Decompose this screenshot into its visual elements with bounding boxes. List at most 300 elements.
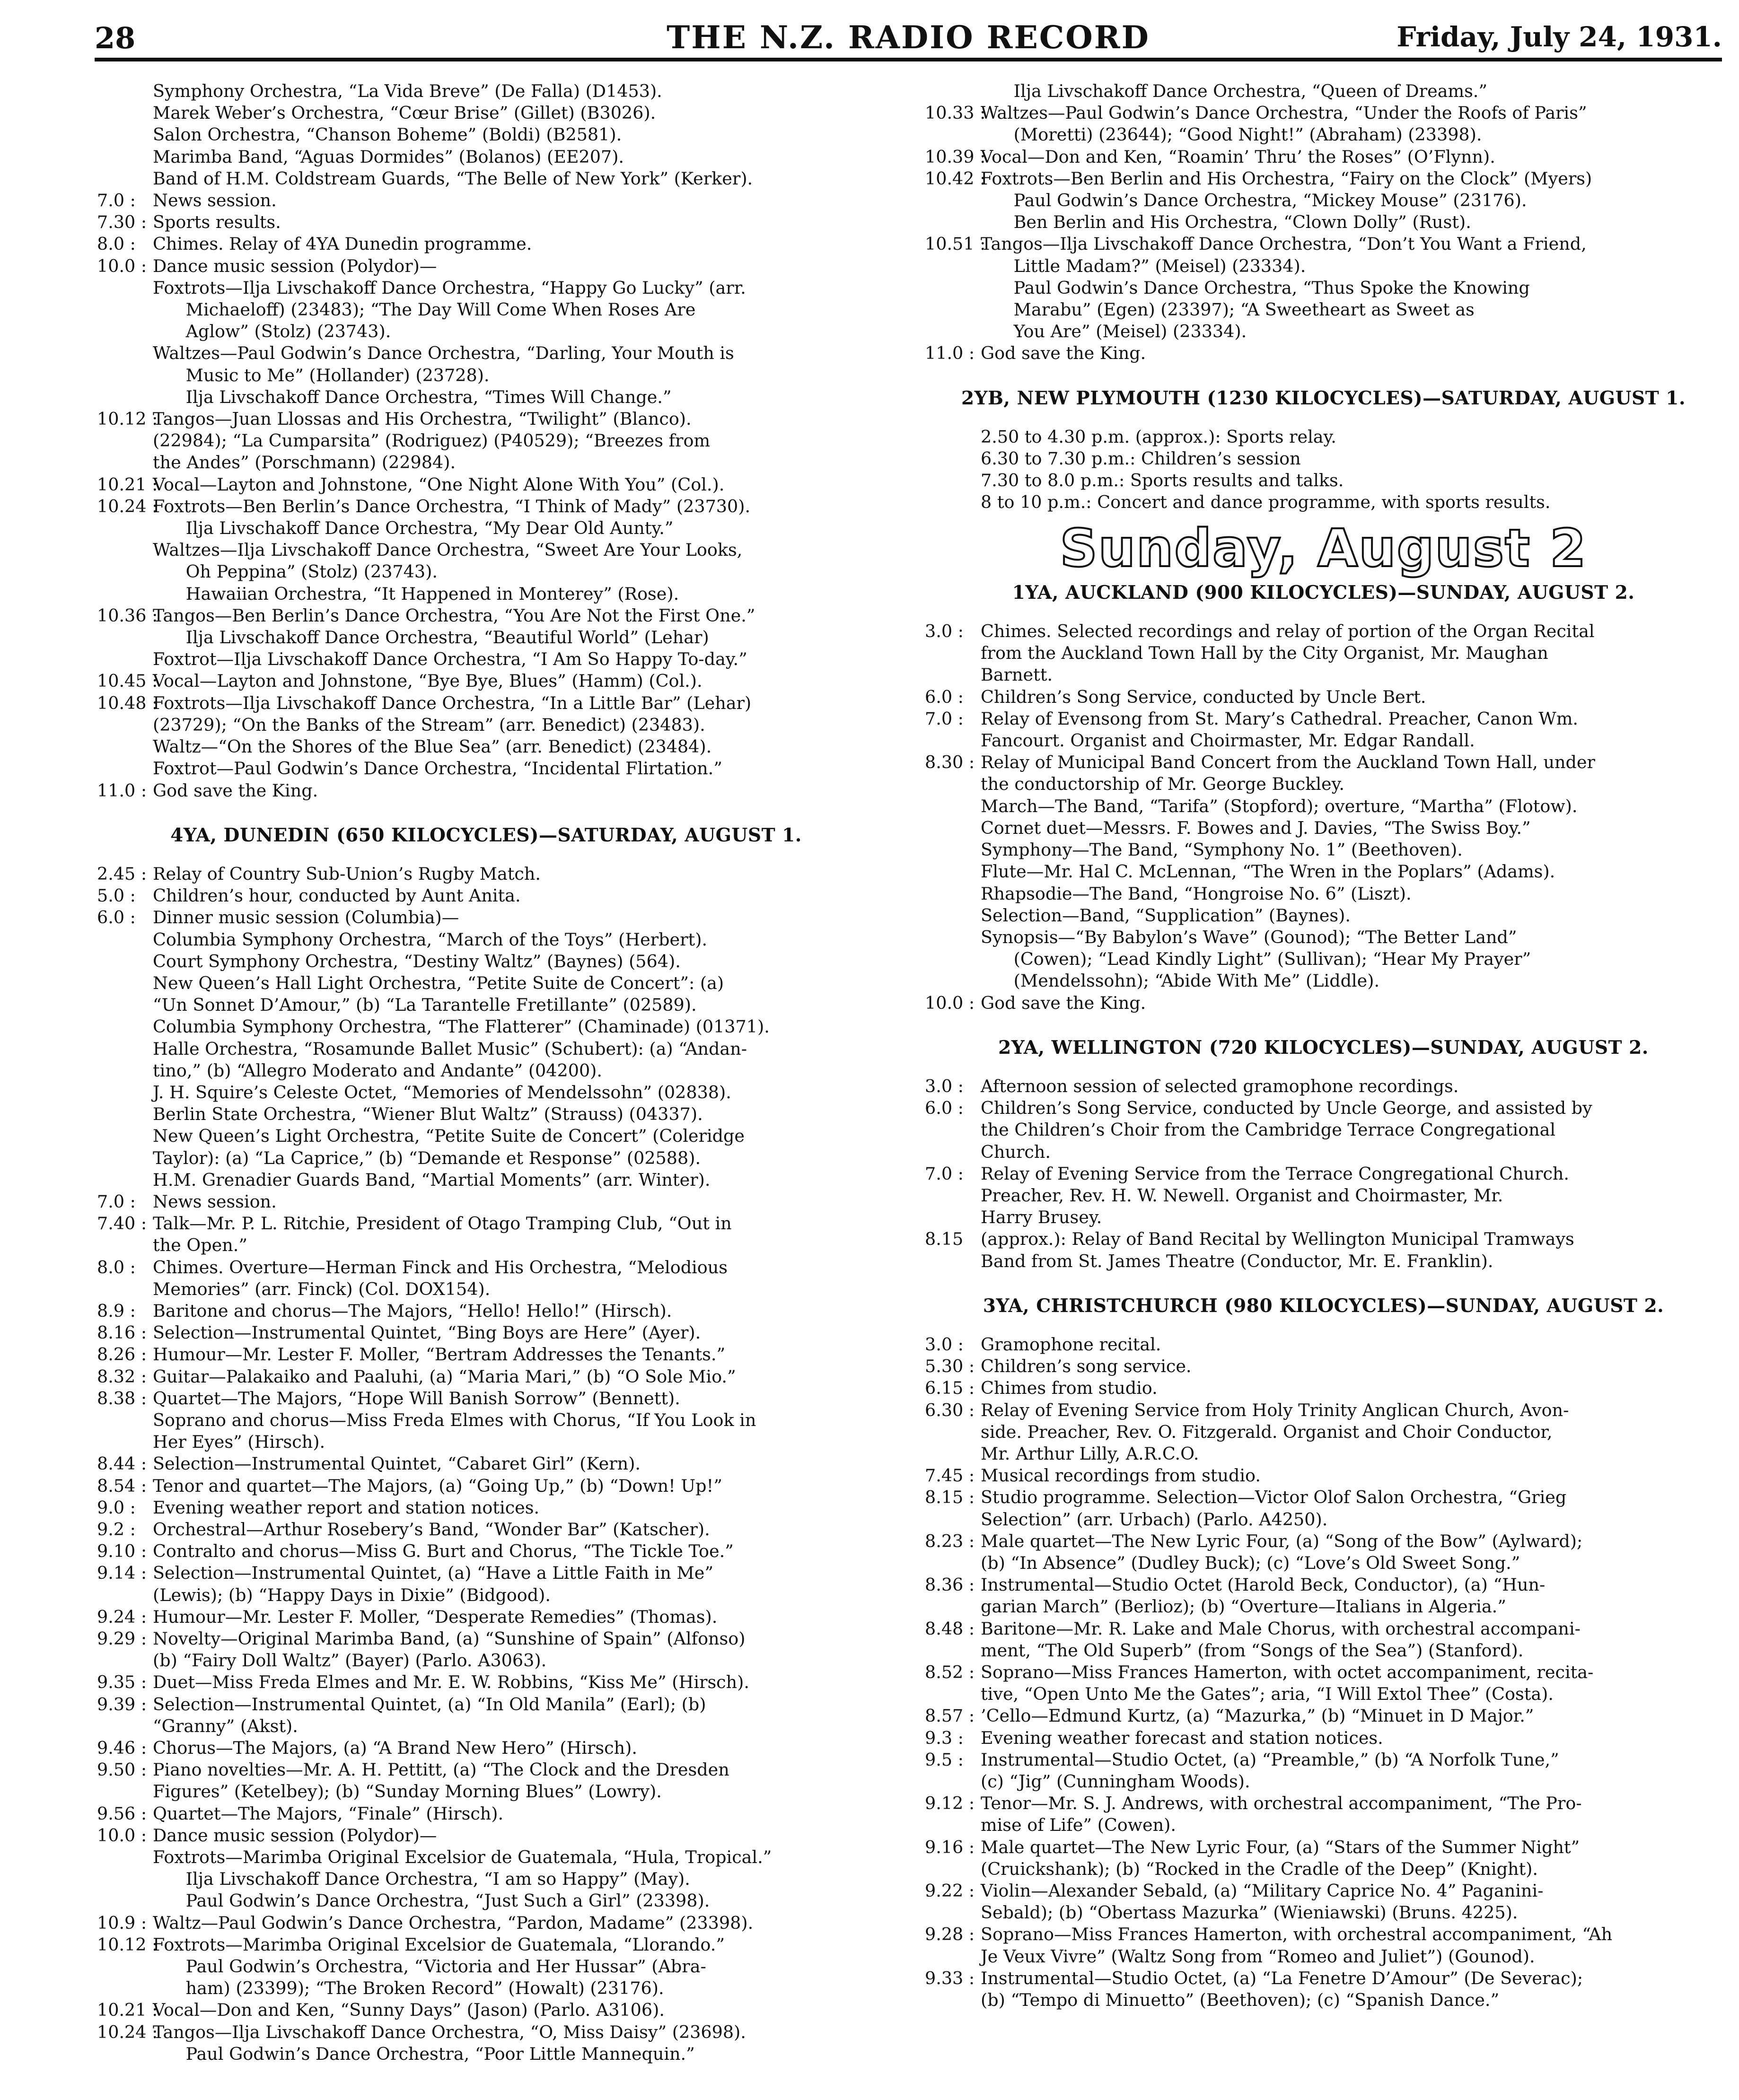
listing-line <box>925 927 1722 948</box>
time-label <box>925 1596 981 1618</box>
time-label <box>925 1119 981 1141</box>
listing-text: the Children’s Choir from the Cambridge Terrace Congregational <box>981 1120 1556 1140</box>
time-label <box>97 386 153 408</box>
listing-line <box>925 1640 1722 1662</box>
listing-text: (23729); “On the Banks of the Stream” (arr. Benedict) (23483). <box>153 714 705 735</box>
listing-line <box>925 1465 1722 1487</box>
section-heading-christchurch: 3YA, CHRISTCHURCH (980 KILOCYCLES)—SUNDAY, AUGUST 2. <box>983 1295 1664 1317</box>
issue-date: Friday, July 24, 1931. <box>1396 21 1722 53</box>
listing-text: Contralto and chorus—Miss G. Burt and Chorus, “The Tickle Toe.” <box>153 1541 734 1562</box>
listing-line <box>97 1257 875 1278</box>
section-heading-new-plymouth: 2YB, NEW PLYMOUTH (1230 KILOCYCLES)—SATURDAY, AUGUST 1. <box>961 387 1686 409</box>
listing-line <box>97 1409 875 1431</box>
listing-line <box>925 1097 1722 1119</box>
listing-line <box>97 1606 875 1628</box>
time-label <box>97 627 153 648</box>
time-label: 8.44 : <box>97 1453 147 1474</box>
listing-line <box>925 948 1722 970</box>
listing-text: Chimes from studio. <box>981 1378 1158 1399</box>
listing-line <box>925 905 1722 927</box>
dunedin-listing <box>97 863 875 2065</box>
time-label: 6.0 : <box>97 907 136 928</box>
time-label <box>925 277 981 299</box>
listing-text: Music to Me” (Hollander) (23728). <box>153 365 490 385</box>
listing-text: God save the King. <box>981 343 1146 364</box>
listing-line <box>925 1531 1722 1552</box>
listing-text: from the Auckland Town Hall by the City Organist, Mr. Maughan <box>981 643 1548 664</box>
time-label <box>97 1169 153 1191</box>
time-label <box>97 430 153 452</box>
time-label <box>925 190 981 211</box>
listing-text: Rhapsodie—The Band, “Hongroise No. 6” (Liszt). <box>981 883 1412 904</box>
time-label <box>925 839 981 861</box>
listing-text: Je Veux Vivre” (Waltz Song from “Romeo and Juliet”) (Gounod). <box>981 1946 1535 1967</box>
listing-text: Chimes. Selected recordings and relay of portion of the Organ Recital <box>981 621 1595 642</box>
listing-line <box>97 692 875 714</box>
listing-line <box>97 299 875 321</box>
time-label <box>97 972 153 994</box>
listing-line <box>925 1228 1722 1250</box>
time-label <box>97 452 153 473</box>
listing-line <box>925 970 1722 992</box>
time-label <box>97 321 153 342</box>
listing-line <box>925 1141 1722 1163</box>
listing-line <box>925 664 1722 686</box>
time-label: 3.0 : <box>925 1334 964 1355</box>
time-label <box>925 1683 981 1705</box>
time-label <box>97 1147 153 1169</box>
listing-line <box>97 474 875 496</box>
listing-text: Talk—Mr. P. L. Ritchie, President of Otago Tramping Club, “Out in <box>153 1213 732 1234</box>
time-label: 9.29 : <box>97 1628 147 1649</box>
time-label <box>925 1858 981 1880</box>
listing-text: Michaeloff) (23483); “The Day Will Come When Roses Are <box>153 299 696 320</box>
listing-line <box>925 642 1722 664</box>
time-label <box>925 1443 981 1465</box>
listing-line <box>925 255 1722 277</box>
listing-text: Paul Godwin’s Dance Orchestra, “Thus Spoke the Knowing <box>981 277 1530 298</box>
listing-text: Foxtrot—Ilja Livschakoff Dance Orchestra, “I Am So Happy To-day.” <box>153 649 747 670</box>
listing-text: Marimba Band, “Aguas Dormides” (Bolanos) (EE207). <box>153 146 624 167</box>
listing-line <box>97 1431 875 1453</box>
listing-line <box>97 168 875 190</box>
listing-line <box>97 863 875 885</box>
listing-text: ’Cello—Edmund Kurtz, (a) “Mazurka,” (b) “Minuet in D Major.” <box>981 1706 1534 1726</box>
listing-line <box>925 621 1722 642</box>
listing-line <box>925 1880 1722 1902</box>
listing-text: Guitar—Palakaiko and Paaluhi, (a) “Maria Mari,” (b) “O Sole Mio.” <box>153 1366 736 1387</box>
time-label: 8.9 : <box>97 1300 136 1321</box>
listing-line <box>97 627 875 648</box>
listing-text: Waltzes—Paul Godwin’s Dance Orchestra, “Darling, Your Mouth is <box>153 343 734 364</box>
time-label: 9.50 : <box>97 1759 147 1780</box>
listing-line <box>925 299 1722 321</box>
time-label <box>97 102 153 124</box>
listing-text: Foxtrots—Ben Berlin and His Orchestra, “Fairy on the Clock” (Myers) <box>981 168 1592 189</box>
time-label <box>97 146 153 168</box>
wellington-listing <box>925 1076 1722 1272</box>
listing-line <box>97 1978 875 1999</box>
time-label: 10.21 : <box>97 2000 158 2021</box>
listing-text: Tenor—Mr. S. J. Andrews, with orchestral accompaniment, “The Pro- <box>981 1793 1582 1814</box>
time-label: 8.36 : <box>925 1575 975 1595</box>
listing-line <box>925 1509 1722 1531</box>
listing-text: Piano novelties—Mr. A. H. Pettitt, (a) “The Clock and the Dresden <box>153 1759 729 1780</box>
listing-line <box>97 1759 875 1781</box>
listing-line <box>925 1989 1722 2011</box>
listing-line <box>925 1443 1722 1465</box>
listing-text: Paul Godwin’s Dance Orchestra, “Poor Little Mannequin.” <box>153 2043 695 2064</box>
time-label: 11.0 : <box>925 343 975 364</box>
time-label <box>97 539 153 561</box>
listing-text: Soprano—Miss Frances Hamerton, with octet accompaniment, recita- <box>981 1662 1594 1682</box>
time-label: 8.15 : <box>925 1487 975 1508</box>
listing-line <box>925 1662 1722 1683</box>
time-label: 6.0 : <box>925 686 964 707</box>
time-label <box>97 714 153 736</box>
time-label: 10.39 : <box>925 146 986 167</box>
listing-text: Waltzes—Ilja Livschakoff Dance Orchestra, “Sweet Are Your Looks, <box>153 540 743 560</box>
listing-line <box>925 1793 1722 1814</box>
listing-line <box>925 796 1722 817</box>
listing-text: Columbia Symphony Orchestra, “The Flatterer” (Chaminade) (01371). <box>153 1016 770 1037</box>
listing-text: Band of H.M. Coldstream Guards, “The Belle of New York” (Kerker). <box>153 168 753 189</box>
listing-text: Afternoon session of selected gramophone recordings. <box>981 1076 1459 1096</box>
listing-text: God save the King. <box>981 992 1146 1013</box>
time-label: 10.9 : <box>97 1912 147 1933</box>
listing-text: Baritone and chorus—The Majors, “Hello! Hello!” (Hirsch). <box>153 1300 672 1321</box>
listing-text: 6.30 to 7.30 p.m.: Children’s session <box>981 448 1301 469</box>
listing-text: Ben Berlin and His Orchestra, “Clown Dolly” (Rust). <box>981 212 1471 233</box>
time-label <box>925 970 981 992</box>
section-heading-auckland: 1YA, AUCKLAND (900 KILOCYCLES)—SUNDAY, AUGUST 2. <box>1012 581 1635 604</box>
listing-line <box>97 1868 875 1890</box>
listing-text: Preacher, Rev. H. W. Newell. Organist and Choirmaster, Mr. <box>981 1185 1503 1206</box>
time-label <box>97 1038 153 1060</box>
listing-text: Gramophone recital. <box>981 1334 1161 1355</box>
listing-line <box>97 1584 875 1606</box>
listing-text: Tangos—Ilja Livschakoff Dance Orchestra, “Don’t You Want a Friend, <box>981 234 1587 254</box>
listing-line <box>925 1163 1722 1185</box>
listing-line <box>97 1999 875 2021</box>
time-label <box>925 927 981 948</box>
listing-text: Symphony Orchestra, “La Vida Breve” (De Falla) (D1453). <box>153 81 662 101</box>
listing-line <box>925 1814 1722 1836</box>
time-label <box>97 1650 153 1671</box>
time-label: 3.0 : <box>925 621 964 642</box>
listing-line <box>97 1956 875 1978</box>
listing-text: Duet—Miss Freda Elmes and Mr. E. W. Robbins, “Kiss Me” (Hirsch). <box>153 1672 749 1693</box>
time-label: 8.23 : <box>925 1531 975 1551</box>
listing-line <box>925 1552 1722 1574</box>
time-label: 8.16 : <box>97 1322 147 1343</box>
listing-text: J. H. Squire’s Celeste Octet, “Memories of Mendelssohn” (02838). <box>153 1082 731 1102</box>
listing-line <box>97 1650 875 1671</box>
listing-text: News session. <box>153 190 277 211</box>
time-label: 9.12 : <box>925 1793 975 1814</box>
time-label <box>97 758 153 779</box>
time-label <box>925 470 981 491</box>
listing-text: Waltzes—Paul Godwin’s Dance Orchestra, “Under the Roofs of Paris” <box>981 103 1587 123</box>
time-label: 9.5 : <box>925 1749 964 1770</box>
time-label <box>97 561 153 583</box>
time-label <box>925 448 981 470</box>
time-label <box>97 1060 153 1082</box>
time-label <box>97 1016 153 1038</box>
time-label <box>97 583 153 605</box>
listing-text: Selection—Instrumental Quintet, (a) “In Old Manila” (Earl); (b) <box>153 1694 706 1715</box>
listing-text: “Un Sonnet D’Amour,” (b) “La Tarantelle Fretillante” (02589). <box>153 995 697 1015</box>
listing-line <box>97 1519 875 1540</box>
listing-text: God save the King. <box>153 780 318 801</box>
time-label: 10.12 : <box>97 1934 158 1955</box>
listing-line <box>97 1082 875 1103</box>
time-label: 2.45 : <box>97 863 147 884</box>
listing-text: Sebald); (b) “Obertass Mazurka” (Wieniawski) (Bruns. 4225). <box>981 1902 1518 1923</box>
time-label: 9.14 : <box>97 1563 147 1584</box>
time-label <box>97 168 153 190</box>
listing-line <box>925 470 1722 491</box>
listing-line <box>925 839 1722 861</box>
listing-text: Mr. Arthur Lilly, A.R.C.O. <box>981 1443 1199 1464</box>
listing-line <box>925 686 1722 708</box>
time-label: 10.51 : <box>925 234 986 254</box>
listing-text: (Cruickshank); (b) “Rocked in the Cradle of the Deep” (Knight). <box>981 1858 1538 1879</box>
time-label <box>97 736 153 758</box>
time-label <box>97 1890 153 1912</box>
listing-text: (b) “Tempo di Minuetto” (Beethoven); (c) “Spanish Dance.” <box>981 1990 1500 2011</box>
listing-line <box>925 1968 1722 1989</box>
listing-text: Children’s hour, conducted by Aunt Anita. <box>153 885 521 906</box>
listing-text: Male quartet—The New Lyric Four, (a) “Song of the Bow” (Aylward); <box>981 1531 1583 1551</box>
time-label <box>925 124 981 146</box>
listing-text: Violin—Alexander Sebald, (a) “Military Caprice No. 4” Paganini- <box>981 1881 1544 1901</box>
listing-text: Church. <box>981 1141 1051 1162</box>
time-label: 8.30 : <box>925 752 975 773</box>
time-label: 9.3 : <box>925 1727 964 1748</box>
listing-text: Relay of Evening Service from Holy Trinity Anglican Church, Avon- <box>981 1400 1569 1420</box>
listing-text: Evening weather report and station notices. <box>153 1497 540 1518</box>
listing-text: (b) “Fairy Doll Waltz” (Bayer) (Parlo. A3063). <box>153 1650 547 1671</box>
time-label <box>925 1141 981 1163</box>
listing-line <box>97 1890 875 1912</box>
listing-line <box>97 907 875 928</box>
listing-text: Marabu” (Egen) (23397); “A Sweetheart as Sweet as <box>981 299 1475 320</box>
listing-line <box>97 1103 875 1125</box>
listing-line <box>97 1497 875 1519</box>
time-label <box>97 2043 153 2065</box>
listing-text: Ilja Livschakoff Dance Orchestra, “Queen of Dreams.” <box>981 81 1488 101</box>
listing-line <box>97 80 875 102</box>
right-top-listing <box>925 80 1722 365</box>
listing-line <box>925 1487 1722 1508</box>
new-plymouth-listing <box>925 426 1722 514</box>
time-label <box>925 1509 981 1531</box>
listing-line <box>925 1185 1722 1207</box>
listing-line <box>925 233 1722 255</box>
listing-line <box>97 1475 875 1497</box>
listing-text: Quartet—The Majors, “Finale” (Hirsch). <box>153 1803 504 1824</box>
time-label: 9.46 : <box>97 1738 147 1759</box>
time-label: 7.40 : <box>97 1213 147 1234</box>
listing-line <box>925 1858 1722 1880</box>
listing-line <box>97 1934 875 1956</box>
time-label: 10.24 : <box>97 2021 158 2042</box>
listing-line <box>97 1038 875 1060</box>
christchurch-listing <box>925 1334 1722 2011</box>
listing-text: March—The Band, “Tarifa” (Stopford); overture, “Martha” (Flotow). <box>981 796 1578 816</box>
listing-line <box>97 1169 875 1191</box>
time-label <box>97 1082 153 1103</box>
listing-text: Chimes. Relay of 4YA Dunedin programme. <box>153 234 532 254</box>
listing-text: Tangos—Ben Berlin’s Dance Orchestra, “You Are Not the First One.” <box>153 605 755 626</box>
listing-text: Flute—Mr. Hal C. McLennan, “The Wren in the Poplars” (Adams). <box>981 861 1555 882</box>
time-label: 8.0 : <box>97 1257 136 1278</box>
time-label <box>97 299 153 321</box>
listing-line <box>97 430 875 452</box>
time-label: 10.36 : <box>97 605 158 626</box>
listing-text: Oh Peppina” (Stolz) (23743). <box>153 561 438 582</box>
time-label <box>925 1640 981 1662</box>
listing-text: Foxtrots—Ben Berlin’s Dance Orchestra, “I Think of Mady” (23730). <box>153 496 751 516</box>
time-label: 3.0 : <box>925 1076 964 1096</box>
left-column <box>97 80 875 2065</box>
listing-text: Vocal—Layton and Johnstone, “One Night Alone With You” (Col.). <box>153 474 725 495</box>
listing-text: Studio programme. Selection—Victor Olof Salon Orchestra, “Grieg <box>981 1487 1567 1508</box>
listing-text: Evening weather forecast and station notices. <box>981 1727 1383 1748</box>
listing-text: Instrumental—Studio Octet, (a) “La Fenetre D’Amour” (De Severac); <box>981 1968 1583 1988</box>
time-label <box>925 642 981 664</box>
listing-line <box>925 80 1722 102</box>
time-label: 8.54 : <box>97 1475 147 1496</box>
listing-line <box>925 1574 1722 1596</box>
listing-line <box>97 951 875 972</box>
time-label: 11.0 : <box>97 780 147 801</box>
time-label <box>97 342 153 364</box>
listing-text: Humour—Mr. Lester F. Moller, “Desperate Remedies” (Thomas). <box>153 1606 718 1627</box>
listing-line <box>97 365 875 386</box>
listing-text: Little Madam?” (Meisel) (23334). <box>981 255 1306 276</box>
listing-line <box>97 1671 875 1693</box>
page-number: 28 <box>95 21 136 55</box>
section-heading-dunedin: 4YA, DUNEDIN (650 KILOCYCLES)—SATURDAY, AUGUST 1. <box>170 824 802 846</box>
listing-line <box>925 168 1722 190</box>
listing-text: Taylor): (a) “La Caprice,” (b) “Demande et Response” (02588). <box>153 1147 701 1168</box>
time-label <box>97 1715 153 1737</box>
listing-line <box>925 1683 1722 1705</box>
listing-line <box>97 1016 875 1038</box>
listing-line <box>97 1300 875 1322</box>
listing-line <box>925 1377 1722 1399</box>
listing-text: the Open.” <box>153 1235 248 1256</box>
listing-line <box>97 102 875 124</box>
listing-line <box>925 321 1722 342</box>
listing-text: Aglow” (Stolz) (23743). <box>153 321 391 342</box>
listing-text: Children’s song service. <box>981 1356 1192 1377</box>
listing-text: Chorus—The Majors, (a) “A Brand New Hero” (Hirsch). <box>153 1738 637 1759</box>
time-label: 10.0 : <box>97 1825 147 1846</box>
time-label <box>97 1956 153 1978</box>
time-label <box>97 1781 153 1802</box>
listing-text: Marek Weber’s Orchestra, “Cœur Brise” (Gillet) (B3026). <box>153 103 656 123</box>
listing-line <box>97 496 875 517</box>
listing-text: Quartet—The Majors, “Hope Will Banish Sorrow” (Bennett). <box>153 1388 680 1409</box>
listing-text: Novelty—Original Marimba Band, (a) “Sunshine of Spain” (Alfonso) <box>153 1628 746 1649</box>
listing-line <box>925 1076 1722 1097</box>
listing-line <box>925 752 1722 773</box>
time-label <box>97 1103 153 1125</box>
listing-line <box>97 342 875 364</box>
time-label <box>925 1989 981 2011</box>
time-label <box>925 1771 981 1793</box>
listing-line <box>97 1803 875 1825</box>
listing-text: the conductorship of Mr. George Buckley. <box>981 774 1344 795</box>
time-label <box>97 80 153 102</box>
listing-text: (approx.): Relay of Band Recital by Wellington Municipal Tramways <box>981 1229 1574 1250</box>
listing-line <box>97 1715 875 1737</box>
listing-line <box>925 146 1722 168</box>
listing-line <box>925 773 1722 795</box>
time-label <box>925 730 981 752</box>
listing-line <box>925 817 1722 839</box>
listing-text: Baritone—Mr. R. Lake and Male Chorus, with orchestral accompani- <box>981 1618 1581 1639</box>
time-label <box>97 517 153 539</box>
time-label <box>925 1946 981 1968</box>
time-label: 9.24 : <box>97 1606 147 1627</box>
listing-line <box>97 1234 875 1256</box>
listing-line <box>925 1421 1722 1443</box>
listing-line <box>97 714 875 736</box>
listing-line <box>925 1705 1722 1727</box>
listing-line <box>925 730 1722 752</box>
listing-line <box>97 233 875 255</box>
publication-title: THE N.Z. RADIO RECORD <box>667 19 1150 56</box>
listing-text: Band from St. James Theatre (Conductor, Mr. E. Franklin). <box>981 1251 1493 1271</box>
listing-text: Paul Godwin’s Dance Orchestra, “Just Such a Girl” (23398). <box>153 1890 710 1911</box>
listing-line <box>97 1846 875 1868</box>
listing-text: Vocal—Layton and Johnstone, “Bye Bye, Blues” (Hamm) (Col.). <box>153 671 703 691</box>
listing-text: Instrumental—Studio Octet (Harold Beck, Conductor), (a) “Hun- <box>981 1575 1546 1595</box>
time-label: 8.15 <box>925 1229 964 1250</box>
listing-line <box>925 124 1722 146</box>
listing-text: Foxtrots—Marimba Original Excelsior de Guatemala, “Llorando.” <box>153 1934 725 1955</box>
time-label: 6.0 : <box>925 1098 964 1119</box>
listing-line <box>97 321 875 342</box>
listing-text: New Queen’s Light Orchestra, “Petite Suite de Concert” (Coleridge <box>153 1126 745 1146</box>
listing-text: Harry Brusey. <box>981 1207 1102 1228</box>
listing-line <box>97 1628 875 1650</box>
time-label <box>925 1421 981 1443</box>
listing-text: Male quartet—The New Lyric Four, (a) “Stars of the Summer Night” <box>981 1837 1580 1857</box>
listing-line <box>925 190 1722 211</box>
time-label <box>925 255 981 277</box>
listing-text: (Moretti) (23644); “Good Night!” (Abraham) (23398). <box>981 124 1482 145</box>
listing-line <box>925 1251 1722 1272</box>
listing-text: Barnett. <box>981 665 1053 685</box>
listing-line <box>925 992 1722 1014</box>
listing-text: Selection—Instrumental Quintet, (a) “Have a Little Faith in Me” <box>153 1563 713 1584</box>
time-label <box>97 1409 153 1431</box>
listing-text: Relay of Evensong from St. Mary’s Cathedral. Preacher, Canon Wm. <box>981 708 1579 729</box>
listing-line <box>97 190 875 211</box>
listing-text: Columbia Symphony Orchestra, “March of the Toys” (Herbert). <box>153 929 708 950</box>
listing-line <box>925 861 1722 883</box>
listing-line <box>97 146 875 168</box>
listing-line <box>925 1334 1722 1356</box>
time-label: 9.35 : <box>97 1672 147 1693</box>
time-label <box>97 1846 153 1868</box>
listing-text: Humour—Mr. Lester F. Moller, “Bertram Addresses the Tenants.” <box>153 1344 726 1365</box>
